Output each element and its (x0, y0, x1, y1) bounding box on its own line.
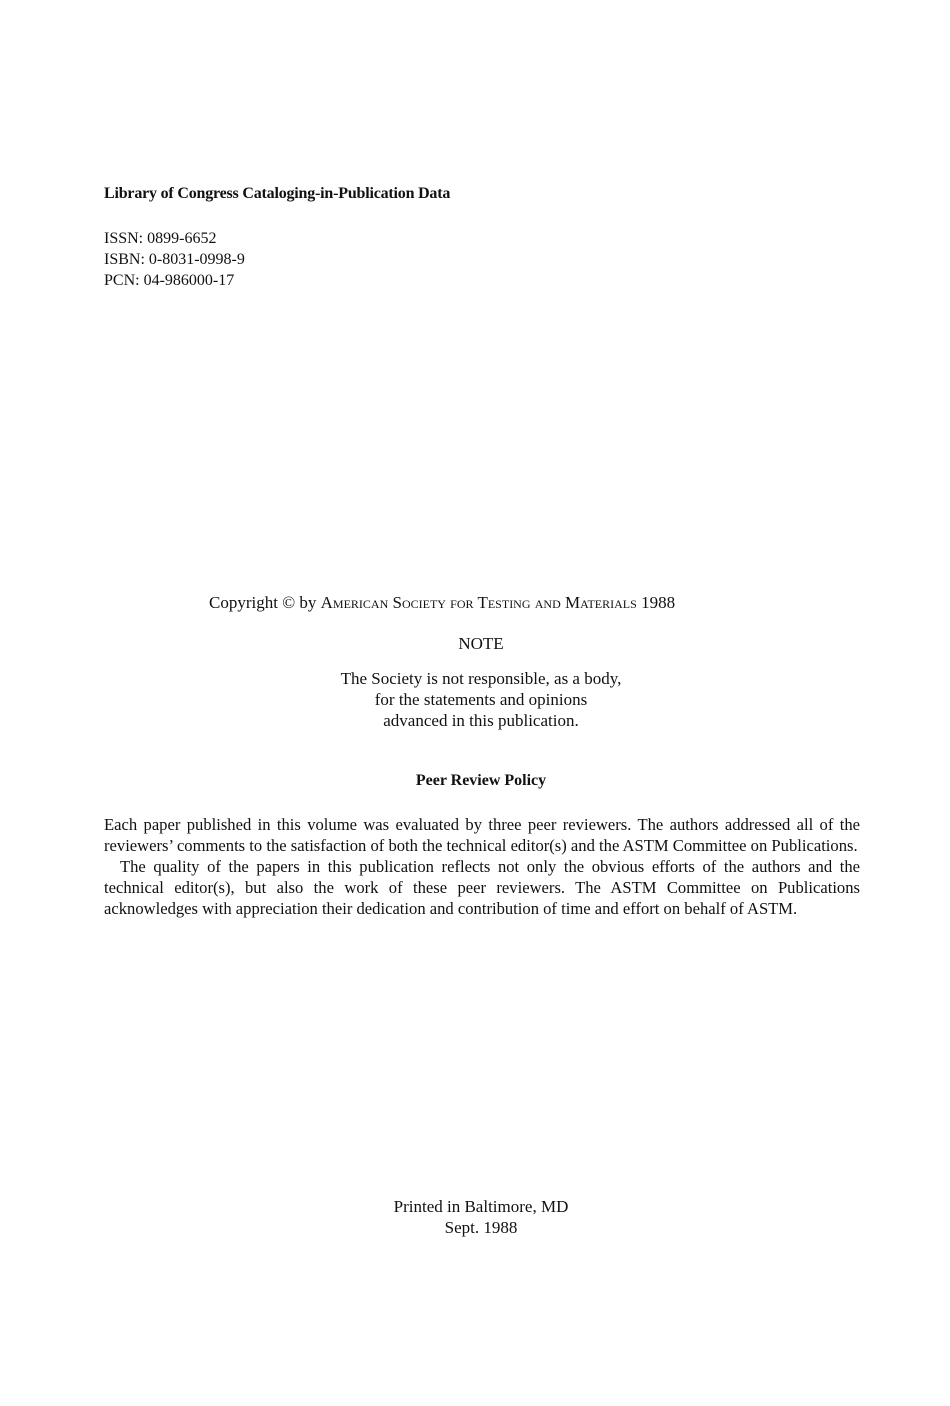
copyright-holder: American Society for Testing and Materials (320, 593, 637, 612)
cip-heading: Library of Congress Cataloging-in-Publication Data (104, 185, 451, 202)
isbn-line: ISBN: 0-8031-0998-9 (104, 251, 245, 268)
peer-review-heading: Peer Review Policy (415, 772, 547, 789)
note-line: The Society is not responsible, as a body, (340, 669, 622, 688)
printed-place: Printed in Baltimore, MD (393, 1197, 569, 1216)
pcn-line: PCN: 04-986000-17 (104, 272, 235, 289)
note-title: NOTE (458, 634, 504, 653)
peer-review-body (104, 814, 860, 919)
note-line: advanced in this publication. (383, 711, 579, 730)
copyright-year: 1988 (636, 593, 676, 612)
printed-date: Sept. 1988 (444, 1218, 518, 1237)
issn-line: ISSN: 0899-6652 (104, 230, 217, 247)
note-body (0, 668, 950, 731)
note-line: for the statements and opinions (374, 690, 588, 709)
cip-identifiers (104, 228, 245, 291)
copyright-line (209, 593, 675, 613)
copyright-prefix: Copyright © by (209, 593, 321, 612)
printed-info (0, 1196, 950, 1238)
peer-review-paragraph: The quality of the papers in this publication reflects not only the obvious efforts of the authors and the technical editor(s), but also the work of these peer reviewers. The ASTM Committee on Publications acknowledges with appreciation their dedication and contribution of time and effort on behalf of ASTM. (104, 857, 860, 918)
peer-review-paragraph: Each paper published in this volume was evaluated by three peer reviewers. The authors addressed all of the reviewers’ comments to the satisfaction of both the technical editor(s) and the ASTM Committee on Publications. (104, 815, 860, 855)
